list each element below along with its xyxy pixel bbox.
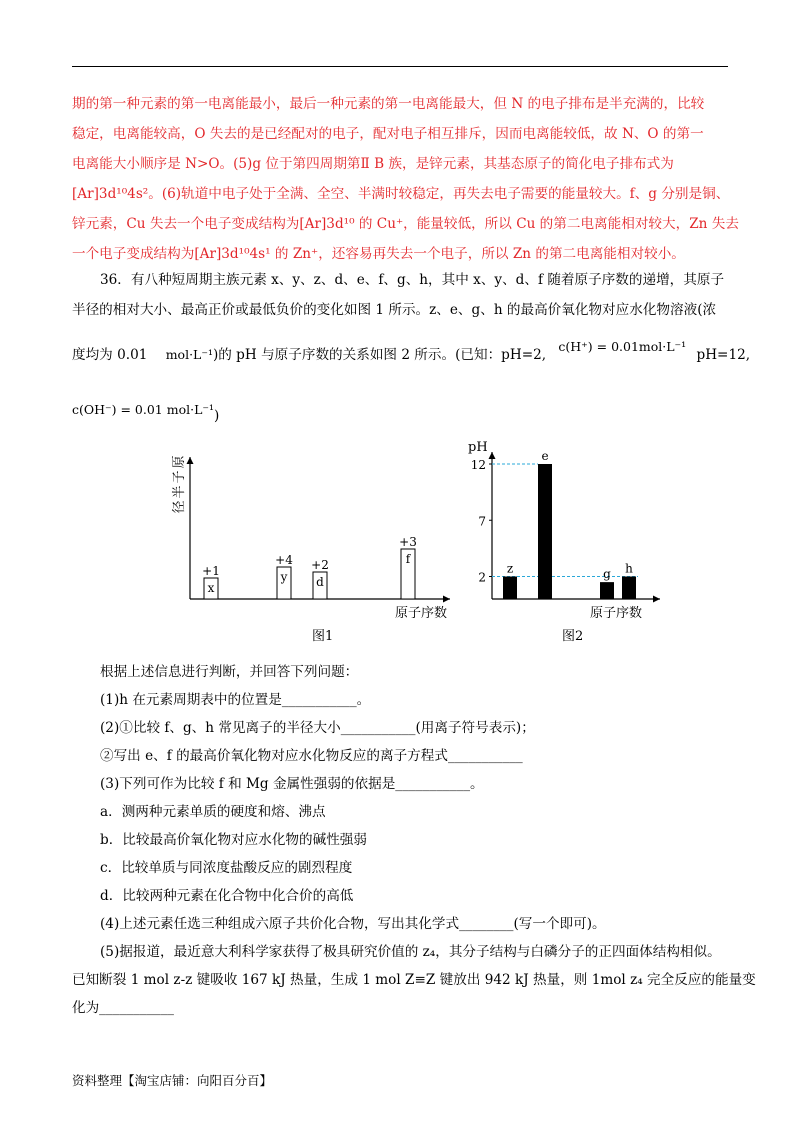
answer-line-2: 稳定，电离能较高，O 失去的是已经配对的电子，配对电子相互排斥，因而电离能较低，故 N、O 的第一 [72, 126, 704, 142]
fig2-ylabel: pH [468, 440, 488, 455]
fig2-bar-label-z: z [506, 561, 514, 576]
fig2-bar-h [622, 577, 636, 600]
question-5-line-1: (5)据报道，最近意大利科学家获得了极具研究价值的 z₄，其分子结构与白磷分子的正四面体结构相似。 [100, 944, 721, 960]
fig1-caption: 图1 [312, 629, 334, 644]
answer-line-4: [Ar]3d¹⁰4s²。(6)轨道中电子处于全满、全空、半满时较稳定，再失去电子需要的能量较大。f、g 分别是铜、 [72, 186, 730, 202]
fig1-ylabel-char: 径 [172, 500, 187, 514]
q36-line-1: 36．有八种短周期主族元素 x、y、z、d、e、f、g、h，其中 x、y、d、f 随着原子序数的递增，其原子 [100, 272, 725, 288]
fig2-ytick-12: 12 [470, 458, 486, 472]
fig2-bar-label-e: e [541, 449, 549, 463]
figure-1 [160, 445, 460, 650]
option-b: b．比较最高价氧化物对应水化物的碱性强弱 [100, 832, 367, 848]
fig2-xlabel: 原子序数 [590, 606, 643, 621]
fig2-bar-g [600, 582, 614, 599]
questions-intro: 根据上述信息进行判断，并回答下列问题： [100, 664, 359, 680]
fig2-ytick-7: 7 [478, 514, 486, 529]
fig1-valence-d: +2 [311, 558, 329, 572]
fig2-bar-e [538, 464, 552, 599]
fig1-ylabel-char: 半 [172, 485, 187, 499]
question-3: (3)下列可作为比较 f 和 Mg 金属性强弱的依据是___________。 [100, 776, 484, 792]
fig1-ylabel-char: 子 [172, 470, 187, 484]
eq-oh-concentration: c(OH⁻) = 0.01 mol·L⁻¹ [72, 402, 214, 417]
question-4: (4)上述元素任选三种组成六原子共价化合物，写出其化学式________(写一个即可)。 [100, 916, 606, 932]
question-1: (1)h 在元素周期表中的位置是___________。 [100, 692, 371, 708]
fig2-bar-z [503, 577, 517, 600]
fig1-bar-label-x: x [207, 581, 215, 595]
question-5-line-3: 化为___________ [72, 1000, 174, 1016]
footer-source: 资料整理【淘宝店铺：向阳百分百】 [72, 1073, 273, 1088]
fig2-bar-label-h: h [625, 561, 633, 576]
fig1-valence-f: +3 [399, 535, 417, 549]
answer-line-1: 期的第一种元素的第一电离能最小，最后一种元素的第一电离能最大，但 N 的电子排布是半充满的，比较 [72, 96, 705, 112]
fig2-caption: 图2 [562, 629, 584, 644]
fig1-valence-y: +4 [275, 553, 293, 567]
answer-line-5: 锌元素，Cu 失去一个电子变成结构为[Ar]3d¹⁰ 的 Cu⁺，能量较低，所以 Cu 的第二电离能相对较大，Zn 失去 [72, 216, 739, 232]
q36-line-3b: )的 pH 与原子序数的关系如图 2 所示。(已知：pH=2, [212, 347, 547, 363]
fig1-bar-label-f: f [405, 552, 411, 566]
unit-mol-per-l: mol·L⁻¹ [165, 347, 213, 362]
question-2b: ②写出 e、f 的最高价氧化物对应水化物反应的离子方程式___________ [100, 748, 523, 764]
q36-line-3 [72, 339, 751, 365]
option-c: c．比较单质与同浓度盐酸反应的剧烈程度 [100, 860, 353, 876]
answer-line-6: 一个电子变成结构为[Ar]3d¹⁰4s¹ 的 Zn⁺，还容易再失去一个电子，所以 Zn 的第二电离能相对较小。 [72, 246, 685, 262]
fig2-bar-label-g: g [603, 567, 611, 582]
fig1-xlabel: 原子序数 [395, 606, 448, 621]
fig1-bar-label-y: y [280, 570, 288, 584]
eq-h-concentration: c(H⁺) = 0.01mol·L⁻¹ [558, 339, 687, 354]
q36-line-4-close: ) [214, 408, 220, 424]
q36-line-2: 半径的相对大小、最高正价或最低负价的变化如图 1 所示。z、e、g、h 的最高价氧化物对应水化物溶液(浓 [72, 302, 717, 318]
figure-2 [460, 438, 670, 650]
fig1-ylabel-char: 原 [172, 455, 187, 469]
option-d: d．比较两种元素在化合物中化合价的高低 [100, 888, 354, 904]
fig1-valence-x: +1 [202, 564, 220, 578]
q36-line-3a: 度均为 0.01 [72, 347, 148, 363]
header-rule [72, 66, 728, 67]
fig2-ytick-2: 2 [478, 570, 486, 585]
fig1-bar-label-d: d [316, 575, 324, 589]
question-5-line-2: 已知断裂 1 mol z-z 键吸收 167 kJ 热量，生成 1 mol Z≡Z 键放出 942 kJ 热量，则 1mol z₄ 完全反应的能量变 [72, 972, 756, 988]
question-2a: (2)①比较 f、g、h 常见离子的半径大小___________(用离子符号表示)； [100, 720, 535, 736]
q36-line-4 [72, 400, 220, 424]
option-a: a．测两种元素单质的硬度和熔、沸点 [100, 804, 326, 820]
answer-line-3: 电离能大小顺序是 N>O。(5)g 位于第四周期第Ⅱ B 族，是锌元素，其基态原子的简化电子排布式为 [72, 156, 674, 172]
q36-line-3c: pH=12, [696, 347, 751, 363]
